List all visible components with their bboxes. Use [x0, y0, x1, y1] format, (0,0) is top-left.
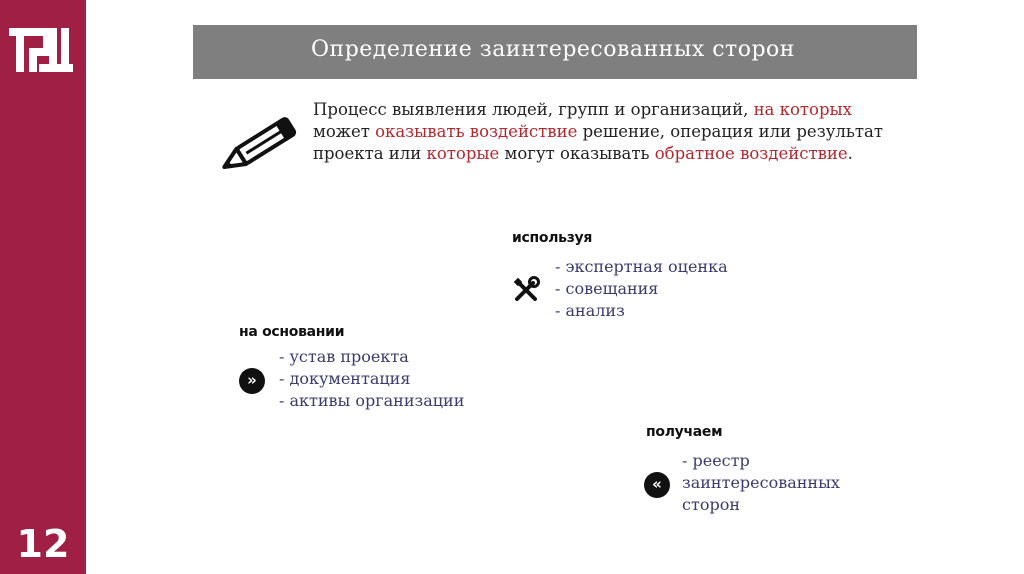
- tpu-logo-icon: [9, 22, 73, 80]
- definition-text: [313, 99, 913, 165]
- tools-icon: [512, 276, 540, 304]
- sidebar: [0, 0, 86, 574]
- list-item: - реестр: [682, 451, 750, 470]
- title-bar: [193, 25, 917, 79]
- definition-highlight: оказывать воздействие: [375, 122, 578, 141]
- based-on-heading: на основании: [239, 324, 345, 340]
- definition-segment: .: [847, 144, 853, 163]
- list-item: сторон: [682, 495, 740, 514]
- list-item: заинтересованных: [682, 473, 840, 492]
- definition-highlight: на которых: [753, 100, 852, 119]
- slide-number: 12: [16, 522, 70, 566]
- double-chevron-right-icon: »: [239, 368, 265, 394]
- double-chevron-left-icon: «: [644, 472, 670, 498]
- result-list: [682, 450, 840, 516]
- definition-segment: решение, операция или результат проекта или: [313, 122, 883, 163]
- based-on-list: [279, 346, 464, 412]
- list-item: - экспертная оценка: [555, 257, 728, 276]
- definition-highlight: обратное воздействие: [654, 144, 848, 163]
- definition-segment: Процесс выявления людей, групп и организаций,: [313, 100, 754, 119]
- using-heading: используя: [512, 230, 593, 246]
- using-list: [555, 256, 728, 322]
- result-heading: получаем: [646, 424, 723, 440]
- list-item: - устав проекта: [279, 347, 409, 366]
- pencil-icon: [214, 108, 298, 184]
- list-item: - совещания: [555, 279, 659, 298]
- list-item: - документация: [279, 369, 411, 388]
- definition-segment: могут оказывать: [499, 144, 655, 163]
- list-item: - анализ: [555, 301, 625, 320]
- list-item: - активы организации: [279, 391, 465, 410]
- page-title: Определение заинтересованных сторон: [311, 37, 795, 62]
- definition-highlight: которые: [426, 144, 500, 163]
- definition-segment: может: [313, 122, 376, 141]
